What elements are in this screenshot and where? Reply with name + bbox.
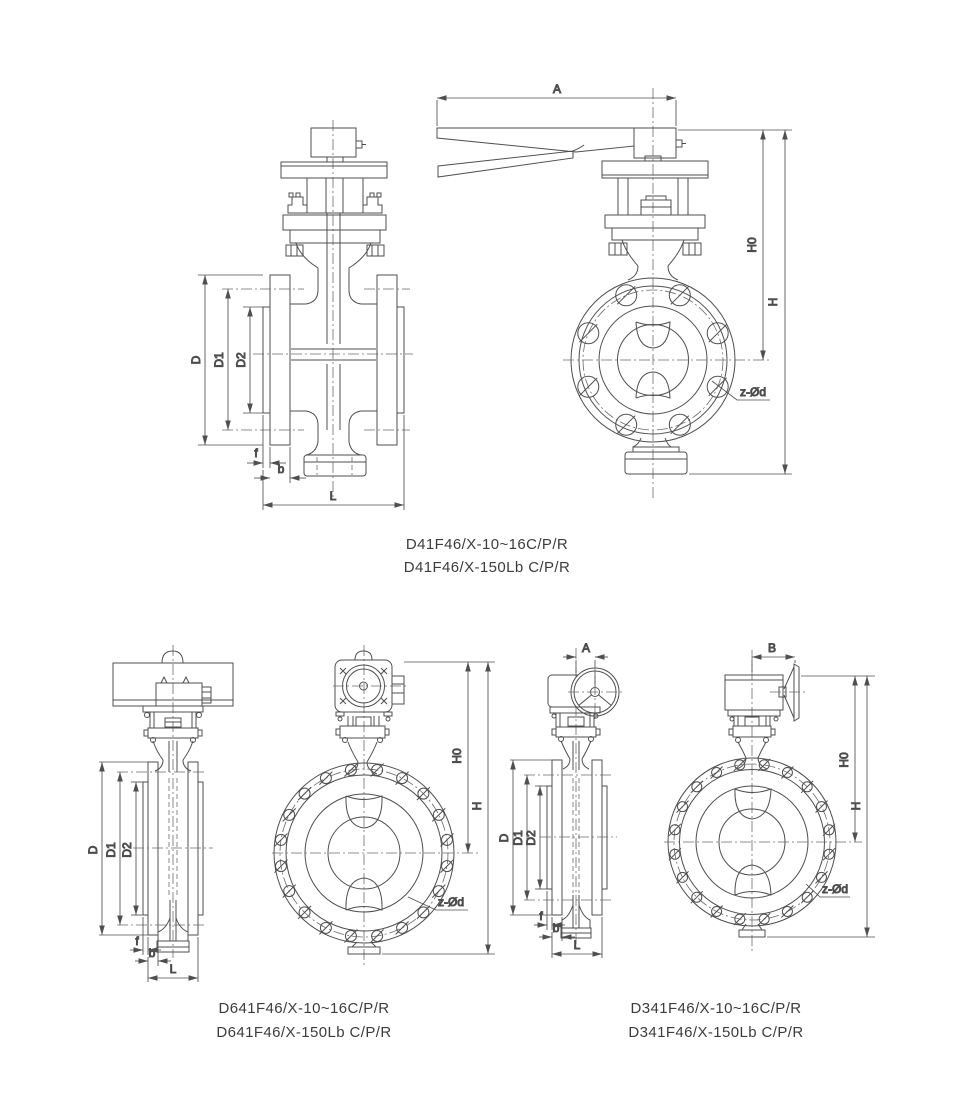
dim-label-D: D bbox=[86, 845, 100, 855]
caption-d341-line1: D341F46/X-10~16C/P/R bbox=[630, 1000, 802, 1017]
view-d641-side bbox=[86, 645, 233, 982]
dim-label-D1: D1 bbox=[212, 352, 226, 368]
dim-label-A: A bbox=[552, 82, 562, 96]
dim-label-b: b bbox=[148, 946, 156, 960]
dim-label-H: H bbox=[766, 297, 780, 307]
dim-label-A: A bbox=[581, 641, 591, 655]
view-d41-front bbox=[437, 82, 792, 500]
caption-d641-line1: D641F46/X-10~16C/P/R bbox=[218, 1000, 390, 1017]
caption-d41 bbox=[404, 536, 570, 576]
dim-label-L: L bbox=[573, 938, 581, 952]
caption-d341 bbox=[628, 1000, 803, 1041]
dim-label-D2: D2 bbox=[120, 842, 134, 858]
dim-label-H: H bbox=[849, 801, 863, 811]
dim-label-f: f bbox=[254, 446, 258, 460]
dim-label-H0: H0 bbox=[745, 237, 759, 253]
dim-label-b: b bbox=[552, 921, 560, 935]
dim-label-z-od: z-Ød bbox=[822, 882, 849, 896]
view-d41-side bbox=[189, 120, 413, 510]
dim-label-D1: D1 bbox=[511, 830, 525, 846]
caption-d641 bbox=[216, 1000, 391, 1041]
dim-label-D: D bbox=[497, 833, 511, 843]
dim-label-L: L bbox=[329, 489, 337, 503]
dim-label-D2: D2 bbox=[524, 830, 538, 846]
dim-label-H0: H0 bbox=[837, 752, 851, 768]
view-d341-side bbox=[497, 641, 623, 958]
caption-d41-line2: D41F46/X-150Lb C/P/R bbox=[403, 559, 571, 576]
dim-label-f: f bbox=[135, 934, 139, 948]
dim-label-D1: D1 bbox=[104, 842, 118, 858]
dim-label-L: L bbox=[169, 962, 177, 976]
dim-label-H: H bbox=[470, 801, 484, 811]
dim-label-f: f bbox=[539, 909, 543, 923]
dim-label-z-od: z-Ød bbox=[438, 895, 465, 909]
view-d341-front bbox=[664, 641, 875, 952]
dim-label-B: B bbox=[767, 641, 777, 655]
caption-d341-line2: D341F46/X-150Lb C/P/R bbox=[628, 1024, 804, 1041]
dim-label-b: b bbox=[277, 462, 285, 476]
dim-label-H0: H0 bbox=[450, 748, 464, 764]
caption-d41-line1: D41F46/X-10~16C/P/R bbox=[405, 536, 569, 553]
dim-label-z-od: z-Ød bbox=[740, 385, 767, 399]
view-d641-front bbox=[272, 645, 495, 965]
dim-label-D: D bbox=[189, 355, 203, 365]
dim-label-D2: D2 bbox=[234, 352, 248, 368]
caption-d641-line2: D641F46/X-150Lb C/P/R bbox=[216, 1024, 392, 1041]
